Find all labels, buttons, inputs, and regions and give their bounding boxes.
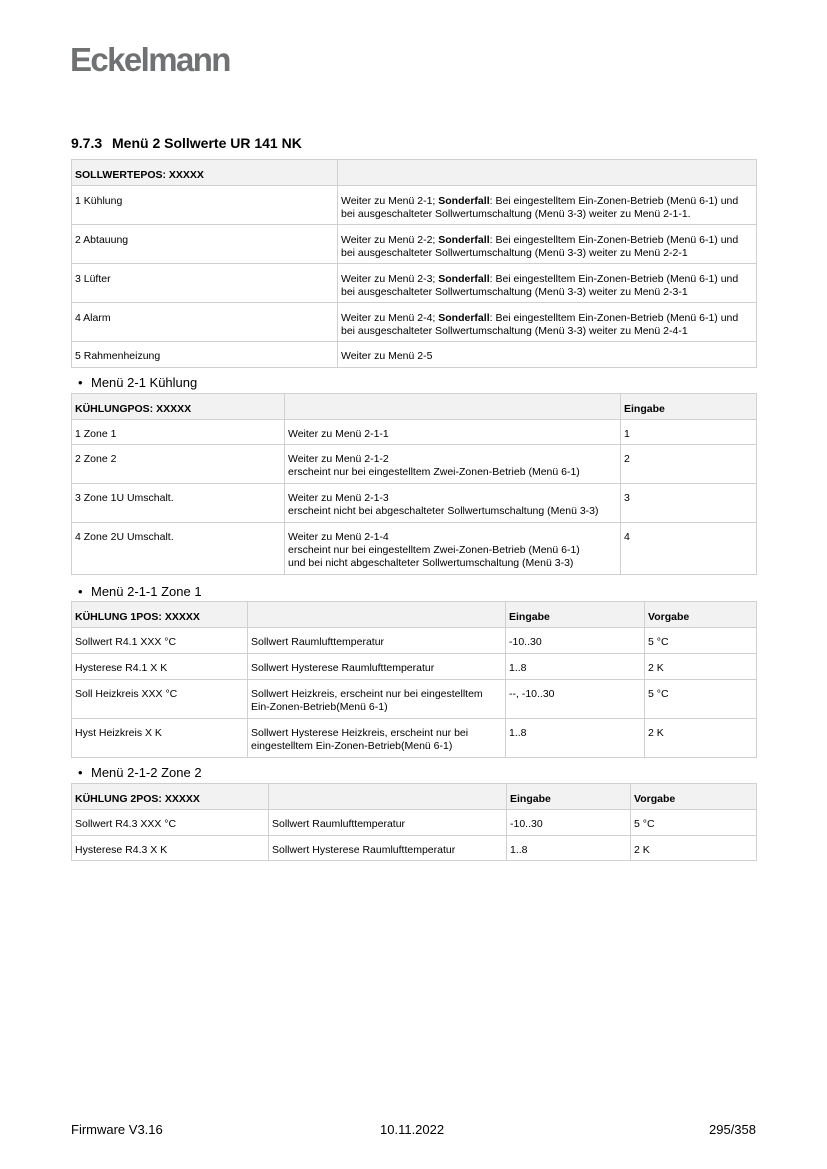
table-cell <box>338 225 757 264</box>
table-cell: Sollwert Heizkreis, erscheint nur bei eingestelltem Ein-Zonen-Betrieb(Menü 6-1) <box>248 680 506 719</box>
table-cell: 1 Kühlung <box>72 186 338 225</box>
table-row <box>72 484 757 523</box>
table-header-cell <box>338 160 757 186</box>
table-cell: 1..8 <box>506 719 645 758</box>
table-row <box>72 654 757 680</box>
cell-line: Weiter zu Menü 2-1-3 <box>288 492 389 504</box>
footer-page-number: 295/358 <box>709 1122 756 1137</box>
table-cell: 4 Alarm <box>72 303 338 342</box>
table-header-cell: SOLLWERTEPOS: XXXXX <box>72 160 338 186</box>
sonderfall-label: Sonderfall <box>438 195 490 207</box>
table-cell: 2 K <box>645 719 757 758</box>
cell-text: Weiter zu Menü 2-3; <box>341 273 439 285</box>
zone2-table <box>71 783 757 861</box>
table-header-cell: Eingabe <box>507 784 631 810</box>
cell-text: Weiter zu Menü 2-4; <box>341 312 439 324</box>
bullet-icon: • <box>78 375 83 390</box>
table-cell: 5 °C <box>645 628 757 654</box>
kuehlung-table <box>71 393 757 575</box>
table-cell: Weiter zu Menü 2-1-1 <box>285 420 621 445</box>
cell-line: Weiter zu Menü 2-1-4 <box>288 531 389 543</box>
cell-line: erscheint nur bei eingestelltem Zwei-Zonen-Betrieb (Menü 6-1) <box>288 544 580 556</box>
subsection-title: Menü 2-1-1 Zone 1 <box>91 584 202 599</box>
table-cell: Sollwert Raumlufttemperatur <box>269 810 507 836</box>
table-cell: Soll Heizkreis XXX °C <box>72 680 248 719</box>
footer-firmware: Firmware V3.16 <box>71 1122 163 1137</box>
section-heading <box>71 134 302 152</box>
cell-line: Weiter zu Menü 2-1-2 <box>288 453 389 465</box>
table-cell: Sollwert Hysterese Raumlufttemperatur <box>248 654 506 680</box>
table-cell <box>285 445 621 484</box>
section-number: 9.7.3 <box>71 135 103 151</box>
table-header-cell: KÜHLUNG 1POS: XXXXX <box>72 602 248 628</box>
table-cell: 2 K <box>645 654 757 680</box>
table-row <box>72 303 757 342</box>
table-cell <box>338 264 757 303</box>
footer-date: 10.11.2022 <box>380 1122 445 1137</box>
cell-text: : Bei eingestelltem Ein-Zonen-Betrieb (Menü 6-1) und bei ausgeschalteter Sollwertumschaltung (Menü 3-3) weiter zu Menü 2-1-1. <box>341 195 739 220</box>
table-cell: 5 °C <box>645 680 757 719</box>
table-header-cell: Eingabe <box>506 602 645 628</box>
table-header-cell: KÜHLUNGPOS: XXXXX <box>72 394 285 420</box>
table-cell: 5 °C <box>631 810 757 836</box>
cell-text: Weiter zu Menü 2-2; <box>341 234 439 246</box>
table-row <box>72 264 757 303</box>
table-cell <box>338 186 757 225</box>
table-row <box>72 719 757 758</box>
table-cell <box>338 303 757 342</box>
table-cell: 1 Zone 1 <box>72 420 285 445</box>
subsection-title: Menü 2-1 Kühlung <box>91 375 198 390</box>
table-cell: Sollwert Hysterese Heizkreis, erscheint nur bei eingestelltem Ein-Zonen-Betrieb(Menü 6-1) <box>248 719 506 758</box>
subsection-heading <box>78 375 197 391</box>
table-header-cell <box>285 394 621 420</box>
sollwerte-table <box>71 159 757 368</box>
table-row <box>72 225 757 264</box>
subsection-title: Menü 2-1-2 Zone 2 <box>91 765 202 780</box>
sonderfall-label: Sonderfall <box>438 312 490 324</box>
bullet-icon: • <box>78 584 83 599</box>
table-row <box>72 810 757 836</box>
table-cell: --, -10..30 <box>506 680 645 719</box>
subsection-heading <box>78 765 202 781</box>
table-header-cell: Vorgabe <box>631 784 757 810</box>
table-cell: 5 Rahmenheizung <box>72 342 338 368</box>
table-header-cell: Eingabe <box>621 394 757 420</box>
table-row <box>72 445 757 484</box>
table-cell: Weiter zu Menü 2-5 <box>338 342 757 368</box>
table-cell: Sollwert R4.1 XXX °C <box>72 628 248 654</box>
table-row <box>72 186 757 225</box>
table-cell <box>285 484 621 523</box>
table-row <box>72 680 757 719</box>
cell-line: erscheint nicht bei abgeschalteter Sollwertumschaltung (Menü 3-3) <box>288 505 599 517</box>
table-header-cell <box>248 602 506 628</box>
cell-text: : Bei eingestelltem Ein-Zonen-Betrieb (Menü 6-1) und bei ausgeschalteter Sollwertumschaltung (Menü 3-3) weiter zu Menü 2-2-1 <box>341 234 739 259</box>
cell-line: und bei nicht abgeschalteter Sollwertumschaltung (Menü 3-3) <box>288 557 574 569</box>
table-cell: -10..30 <box>507 810 631 836</box>
sonderfall-label: Sonderfall <box>438 234 490 246</box>
sonderfall-label: Sonderfall <box>438 273 490 285</box>
cell-text: : Bei eingestelltem Ein-Zonen-Betrieb (Menü 6-1) und bei ausgeschalteter Sollwertumschaltung (Menü 3-3) weiter zu Menü 2-3-1 <box>341 273 739 298</box>
table-cell: 2 K <box>631 836 757 861</box>
table-cell: 2 Zone 2 <box>72 445 285 484</box>
table-row <box>72 420 757 445</box>
table-cell: 1..8 <box>507 836 631 861</box>
table-cell: 3 Lüfter <box>72 264 338 303</box>
table-cell: 4 Zone 2U Umschalt. <box>72 523 285 575</box>
bullet-icon: • <box>78 765 83 780</box>
table-cell: 4 <box>621 523 757 575</box>
table-header-cell: KÜHLUNG 2POS: XXXXX <box>72 784 269 810</box>
table-header-cell: Vorgabe <box>645 602 757 628</box>
table-cell: Sollwert Raumlufttemperatur <box>248 628 506 654</box>
cell-text: Weiter zu Menü 2-1; <box>341 195 439 207</box>
zone1-table <box>71 601 757 758</box>
table-cell: 1 <box>621 420 757 445</box>
table-row <box>72 523 757 575</box>
subsection-heading <box>78 584 202 600</box>
cell-text: : Bei eingestelltem Ein-Zonen-Betrieb (Menü 6-1) und bei ausgeschalteter Sollwertumschaltung (Menü 3-3) weiter zu Menü 2-4-1 <box>341 312 739 337</box>
table-cell: 2 Abtauung <box>72 225 338 264</box>
table-cell: -10..30 <box>506 628 645 654</box>
cell-line: erscheint nur bei eingestelltem Zwei-Zonen-Betrieb (Menü 6-1) <box>288 466 580 478</box>
table-cell: Hysterese R4.1 X K <box>72 654 248 680</box>
table-cell: 1..8 <box>506 654 645 680</box>
table-cell: 2 <box>621 445 757 484</box>
table-cell: Sollwert Hysterese Raumlufttemperatur <box>269 836 507 861</box>
eckelmann-logo: Eckelmann <box>70 41 230 78</box>
table-header-cell <box>269 784 507 810</box>
table-cell: Hyst Heizkreis X K <box>72 719 248 758</box>
table-row <box>72 342 757 368</box>
table-cell: 3 <box>621 484 757 523</box>
section-title: Menü 2 Sollwerte UR 141 NK <box>112 135 302 151</box>
table-cell: Sollwert R4.3 XXX °C <box>72 810 269 836</box>
table-cell <box>285 523 621 575</box>
table-row <box>72 836 757 861</box>
table-cell: Hysterese R4.3 X K <box>72 836 269 861</box>
table-cell: 3 Zone 1U Umschalt. <box>72 484 285 523</box>
table-row <box>72 628 757 654</box>
